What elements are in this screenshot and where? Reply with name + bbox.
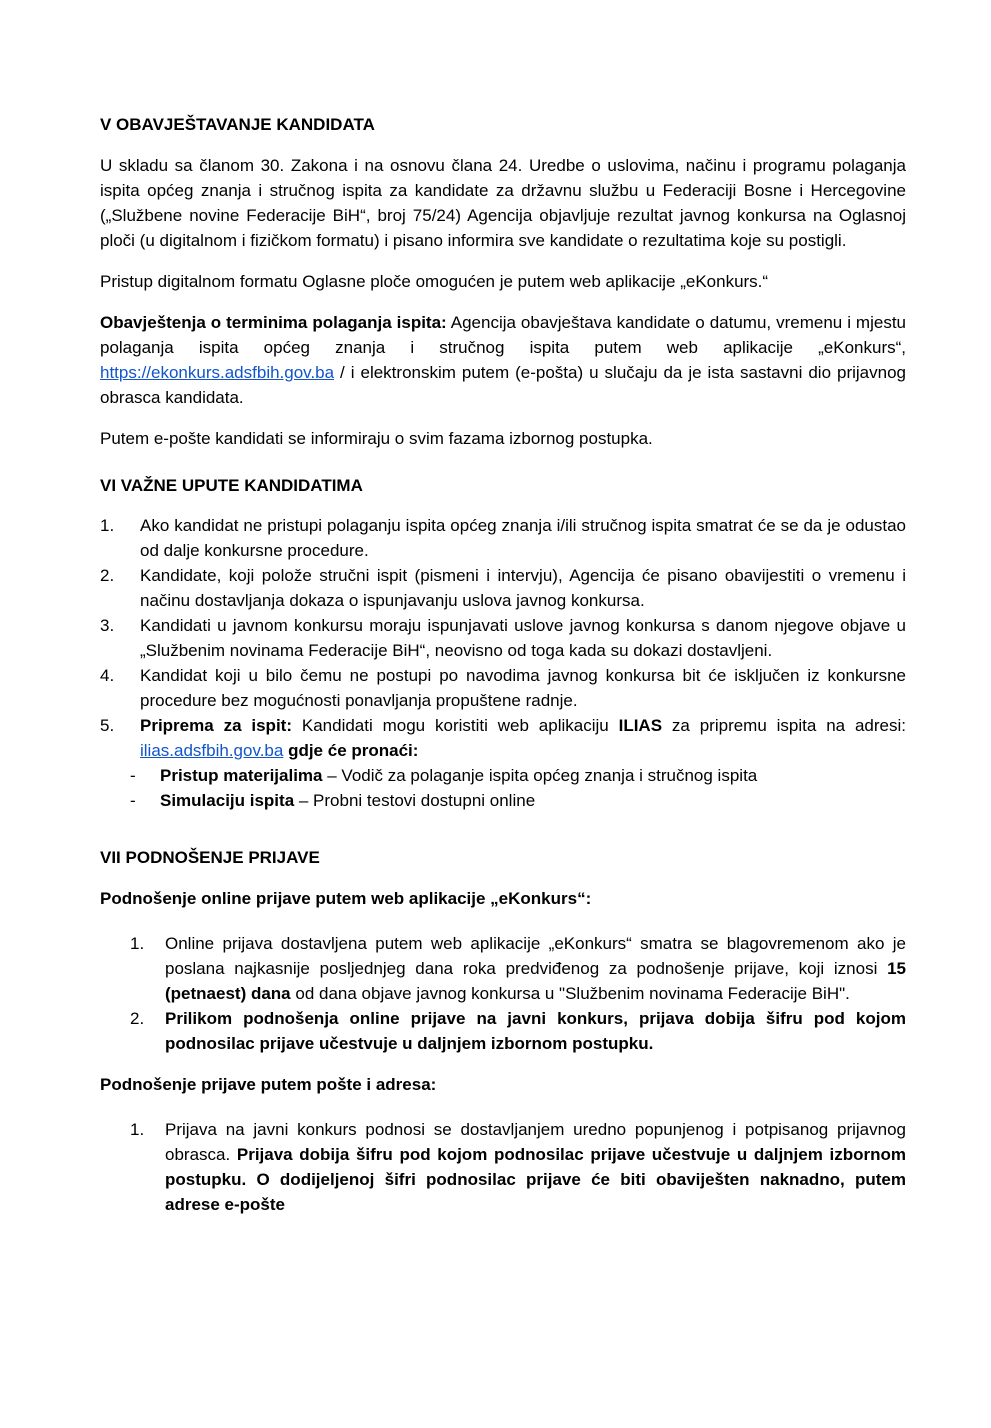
list-item (130, 931, 906, 1006)
list-item-text (165, 1117, 906, 1217)
section-v-paragraph-1: U skladu sa članom 30. Zakona i na osnovu člana 24. Uredbe o uslovima, načinu i programu polaganja ispita općeg znanja i stručnog ispita za kandidate za državnu službu u Federaciji Bosne i Hercegovine („Službene novine Federacije BiH“, broj 75/24) Agencija objavljuje rezultat javnog konkursa na Oglasnoj ploči (u digitalnom i fizičkom formatu) i pisano informira sve kandidate o rezultatima koje su postigli. (100, 156, 906, 250)
section-v-paragraph-3 (100, 310, 906, 410)
list-item (100, 563, 906, 613)
list-item-text: Kandidate, koji polože stručni ispit (pismeni i intervju), Agencija će pisano obavijestiti o vremenu i načinu dostavljanja dokaza o ispunjavanju uslova javnog konkursa. (140, 566, 906, 610)
exam-terms-text: Agencija obavještava kandidate o datumu, vremenu i mjestu polaganja ispita općeg znanja i stručnog ispita putem web aplikacije „eKonkurs“, (100, 313, 906, 357)
online-application-text: Online prijava dostavljena putem web aplikacije „eKonkurs“ smatra se blagovremenom ako je poslana najkasnije posljednjeg dana roka predviđenog za podnošenje prijave, koji iznosi (165, 934, 906, 978)
mail-application-code-bold-text: Prijava dobija šifru pod kojom podnosilac prijave učestvuje u daljnjem izbornom postupku. O dodijeljenoj šifri podnosilac prijave će biti obaviješten naknadno, putem adrese e-pošte (165, 1145, 906, 1214)
fifteen-days-bold-label: 15 (petnaest) dana (165, 959, 906, 1003)
list-item (100, 613, 906, 663)
exam-terms-text-after-link: / i elektronskim putem (e-pošta) u slučaju da je ista sastavni dio prijavnog obrasca kandidata. (100, 363, 906, 407)
list-item-number: 1. (130, 1120, 145, 1139)
exam-preparation-text: Kandidati mogu koristiti web aplikaciju (292, 716, 619, 735)
list-item-number: 3. (100, 616, 115, 635)
exam-preparation-text-2: za pripremu ispita na adresi: (662, 716, 907, 735)
mail-application-list (100, 1117, 906, 1217)
mail-application-subheading: Podnošenje prijave putem pošte i adresa: (100, 1075, 437, 1094)
list-item-number: 2. (130, 1009, 145, 1028)
sub-list-item (100, 788, 906, 813)
sub-list-item-text (160, 788, 906, 813)
list-item-text (140, 713, 906, 763)
online-application-subheading: Podnošenje online prijave putem web aplikacije „eKonkurs“: (100, 889, 592, 908)
sub-list-item-text (160, 763, 906, 788)
where-to-find-bold-label: gdje će pronaći: (283, 741, 419, 760)
materials-access-text: – Vodič za polaganje ispita općeg znanja i stručnog ispita (322, 766, 758, 785)
list-item-text: Ako kandidat ne pristupi polaganju ispita općeg znanja i/ili stručnog ispita smatrat će se da je odustao od dalje konkursne procedure. (140, 516, 906, 560)
list-item-number: 1. (130, 934, 145, 953)
section-vii-heading: VII PODNOŠENJE PRIJAVE (100, 848, 320, 867)
online-application-text-2: od dana objave javnog konkursa u "Službenim novinama Federacije BiH". (290, 984, 850, 1003)
list-item (130, 1006, 906, 1056)
section-vi-heading: VI VAŽNE UPUTE KANDIDATIMA (100, 476, 363, 495)
list-item-text: Kandidat koji u bilo čemu ne postupi po navodima javnog konkursa bit će isključen iz konkursne procedure bez mogućnosti ponavljanja propuštene radnje. (140, 666, 906, 710)
section-v-paragraph-4: Putem e-pošte kandidati se informiraju o svim fazama izbornog postupka. (100, 429, 653, 448)
mail-application-text: Prijava na javni konkurs podnosi se dostavljanjem uredno popunjenog i potpisanog prijavnog obrasca. (165, 1120, 906, 1164)
list-item (100, 713, 906, 763)
dash-bullet: - (130, 766, 136, 785)
section-v-heading: V OBAVJEŠTAVANJE KANDIDATA (100, 115, 375, 134)
list-item-number: 4. (100, 666, 115, 685)
list-item-number: 5. (100, 716, 115, 735)
materials-access-bold-label: Pristup materijalima (160, 766, 323, 785)
ilias-app-name: ILIAS (618, 716, 663, 735)
exam-preparation-bold-label: Priprema za ispit: (140, 716, 292, 735)
list-item-text (165, 1006, 906, 1056)
section-vi-list (100, 513, 906, 813)
exam-simulation-text: – Probni testovi dostupni online (294, 791, 536, 810)
list-item-number: 2. (100, 566, 115, 585)
list-item (100, 663, 906, 713)
list-item (130, 1117, 906, 1217)
ilias-url-link[interactable]: ilias.adsfbih.gov.ba (140, 741, 284, 760)
sub-list-item (100, 763, 906, 788)
ekonkurs-url-link[interactable]: https://ekonkurs.adsfbih.gov.ba (100, 363, 335, 382)
section-v-paragraph-2: Pristup digitalnom formatu Oglasne ploče omogućen je putem web aplikacije „eKonkurs.“ (100, 272, 769, 291)
dash-bullet: - (130, 791, 136, 810)
list-item-number: 1. (100, 516, 115, 535)
exam-terms-bold-label: Obavještenja o terminima polaganja ispita: (100, 313, 447, 332)
list-item-text (165, 931, 906, 1006)
online-application-list (100, 931, 906, 1056)
exam-simulation-bold-label: Simulaciju ispita (160, 791, 295, 810)
list-item-text: Kandidati u javnom konkursu moraju ispunjavati uslove javnog konkursa s danom njegove objave u „Službenim novinama Federacije BiH“, neovisno od toga kada su dokazi dostavljeni. (140, 616, 906, 660)
application-code-bold-text: Prilikom podnošenja online prijave na javni konkurs, prijava dobija šifru pod kojom podnosilac prijave učestvuje u daljnjem izbornom postupku. (165, 1009, 906, 1053)
list-item (100, 513, 906, 563)
